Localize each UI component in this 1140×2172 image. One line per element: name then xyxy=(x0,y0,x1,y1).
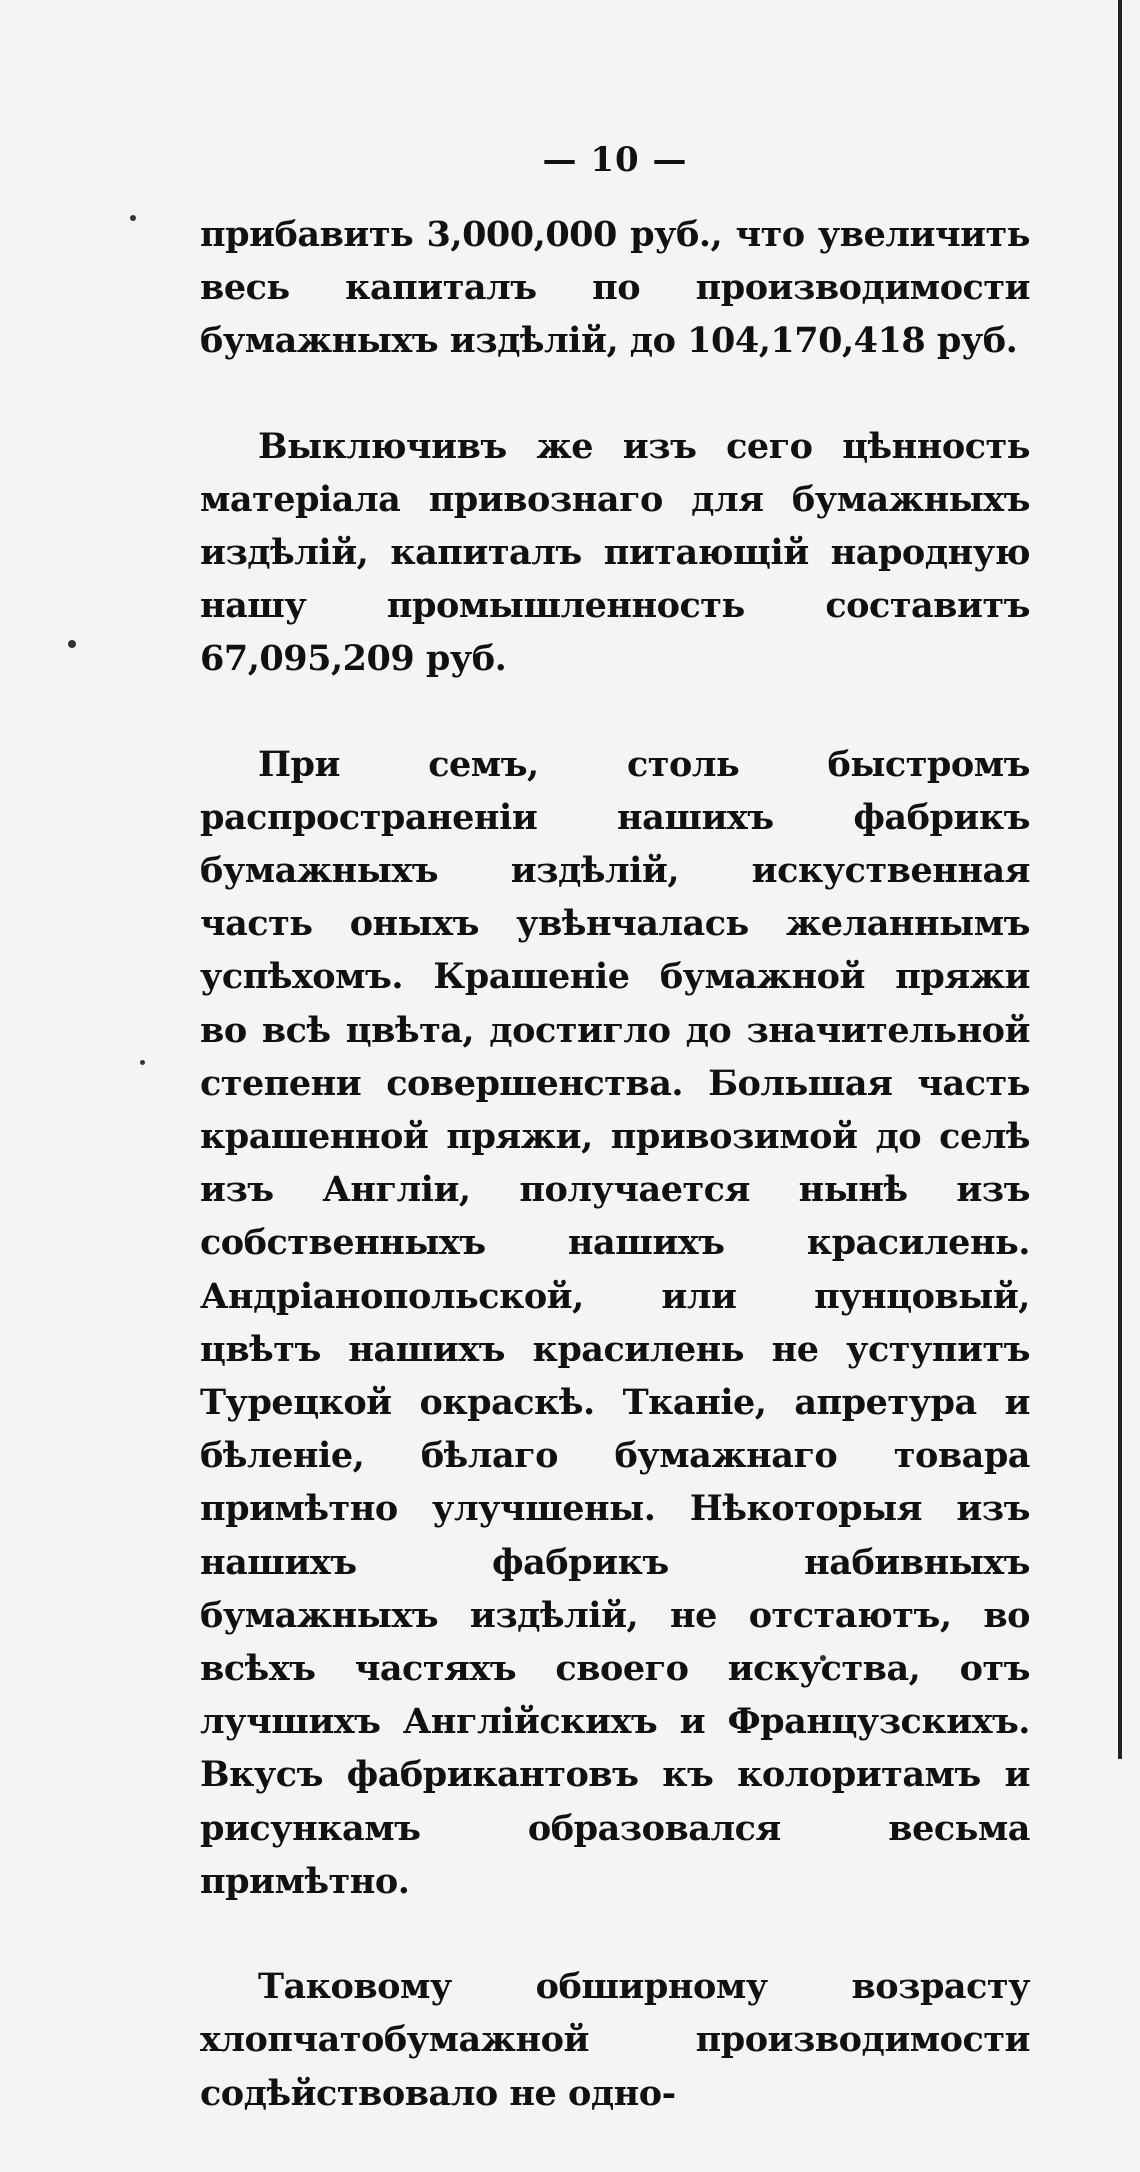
page-edge-shadow xyxy=(1118,0,1122,1759)
paragraph-4: Таковому обширному возрасту хлопчатобумажной производимости содѣйствовало не одно- xyxy=(200,1966,1030,2114)
ink-speck xyxy=(68,640,76,648)
book-page xyxy=(200,140,1030,2172)
paragraph-2: Выключивъ же изъ сего цѣнность матеріала привознаго для бумажныхъ издѣлій, капиталъ питающій народную нашу промышленность составитъ 67,095,209 руб. xyxy=(200,425,1030,680)
paragraph-1: прибавить 3,000,000 руб., что увеличить весь капиталъ по производимости бумажныхъ издѣлій, до 104,170,418 руб. xyxy=(200,214,1030,362)
page-number: — 10 — xyxy=(542,140,688,180)
ink-speck xyxy=(140,1060,145,1065)
paragraph-3: При семъ, столь быстромъ распространеніи нашихъ фабрикъ бумажныхъ издѣлій, искуственная часть оныхъ увѣнчалась желаннымъ успѣхомъ. Крашеніе бумажной пряжи во всѣ цвѣта, достигло до значительной степени совершенства. Большая часть крашенной пряжи, привозимой до селѣ изъ Англіи, получается нынѣ изъ собственныхъ нашихъ красилень. Андріанопольской, или пунцовый, цвѣтъ нашихъ красилень не уступитъ Турецкой окраскѣ. Тканіе, апретура и бѣленіе, бѣлаго бумажнаго товара примѣтно улучшены. Нѣкоторыя изъ нашихъ фабрикъ набивныхъ бумажныхъ издѣлій, не отстаютъ, во всѣхъ частяхъ своего искуства, отъ лучшихъ Англійскихъ и Французскихъ. Вкусъ фабрикантовъ къ колоритамъ и рисункамъ образовался весьма примѣтно. xyxy=(200,743,1030,1902)
ink-speck xyxy=(130,215,136,221)
